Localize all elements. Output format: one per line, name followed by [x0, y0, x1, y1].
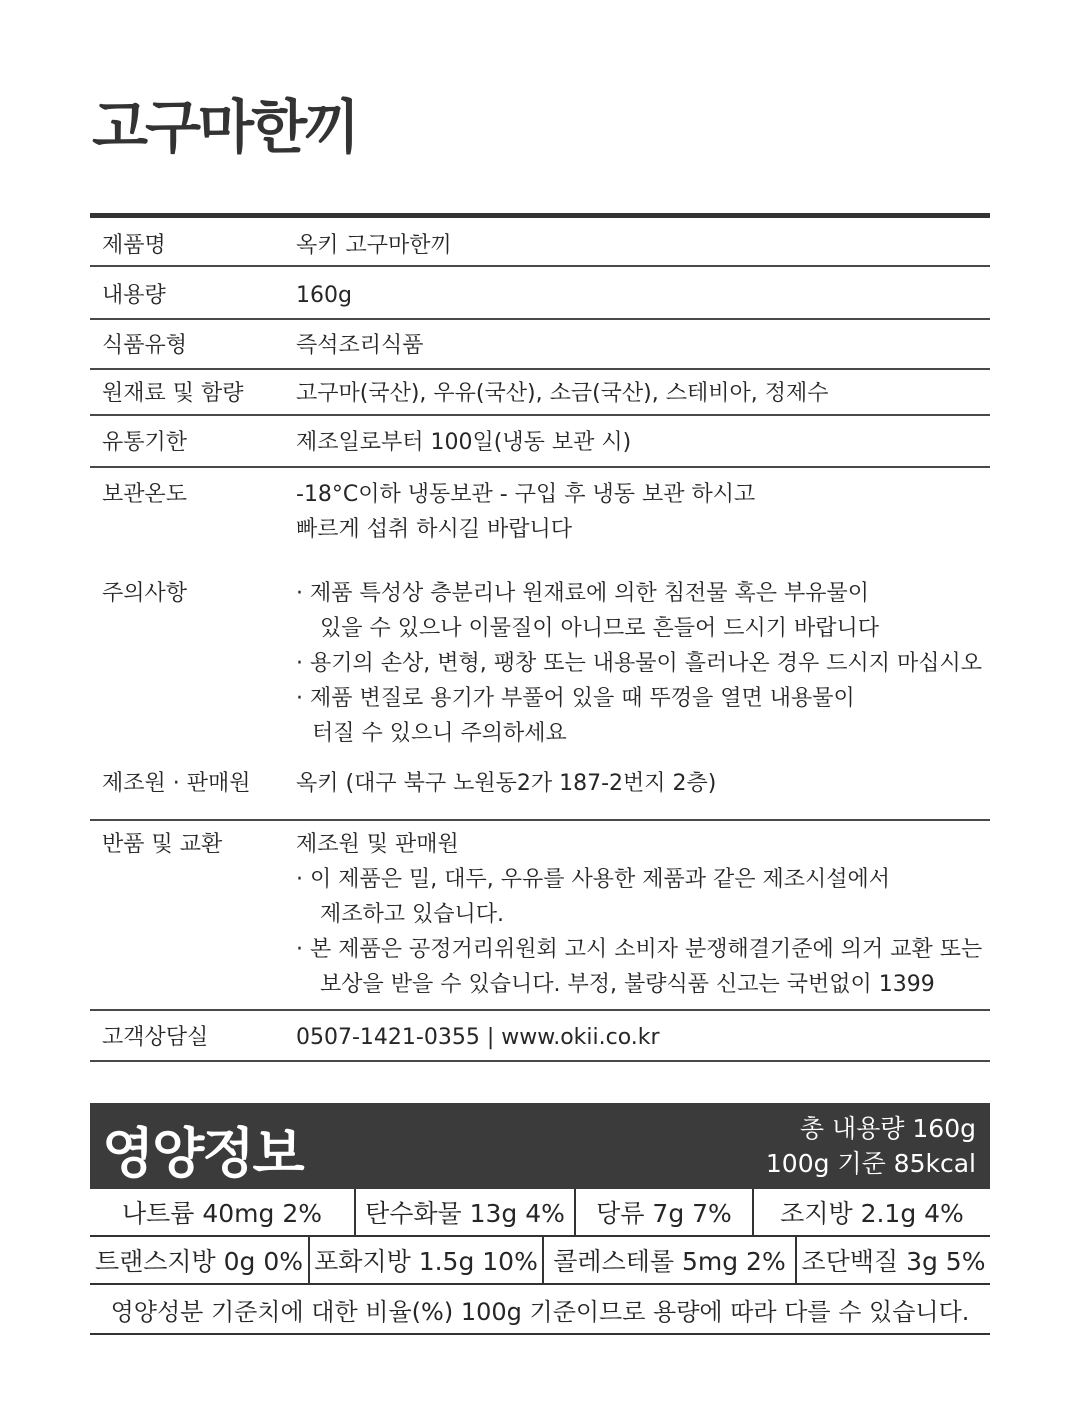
- info-row-food-type: [90, 320, 990, 370]
- info-value: 제조일로부터 100일(냉동 보관 시): [296, 430, 632, 455]
- info-value: 즉석조리식품: [296, 333, 424, 358]
- nutrition-summary: [766, 1111, 976, 1181]
- nutrition-cell-cholesterol: 콜레스테롤 5mg 2%: [544, 1237, 797, 1283]
- info-value: 0507-1421-0355 | www.okii.co.kr: [296, 1025, 660, 1050]
- nutrition-cell-protein: 조단백질 3g 5%: [801, 1247, 986, 1276]
- info-label: 내용량: [102, 283, 166, 308]
- info-label: 제품명: [102, 233, 166, 258]
- info-row-customer-service: [90, 1011, 990, 1062]
- page-title: 고구마한끼: [92, 93, 358, 161]
- info-label: 제조원 · 판매원: [102, 771, 251, 796]
- info-value: 옥키 고구마한끼: [296, 233, 452, 258]
- info-label: 원재료 및 함량: [102, 381, 244, 406]
- info-label: 주의사항: [102, 581, 188, 606]
- info-label: 보관온도: [102, 482, 188, 507]
- info-label: 고객상담실: [102, 1025, 209, 1050]
- nutrition-row: [90, 1237, 990, 1285]
- nutrition-cell-sugar: 당류 7g 7%: [576, 1189, 754, 1235]
- info-label: 반품 및 교환: [102, 832, 223, 857]
- info-row-volume: [90, 267, 990, 320]
- nutrition-cell-saturated-fat: 포화지방 1.5g 10%: [310, 1237, 544, 1283]
- nutrition-calories: 100g 기준 85kcal: [765, 1149, 976, 1178]
- info-row-caution: [90, 573, 990, 766]
- info-label: 식품유형: [102, 333, 188, 358]
- info-row-storage: [90, 468, 990, 573]
- info-label: 유통기한: [102, 430, 188, 455]
- info-value: -18°C이하 냉동보관 - 구입 후 냉동 보관 하시고 빠르게 섭취 하시길 바랍니다: [296, 482, 756, 542]
- nutrition-title: 영양정보: [102, 1122, 303, 1185]
- info-value: 고구마(국산), 우유(국산), 소금(국산), 스테비아, 정제수: [296, 381, 829, 406]
- nutrition-header: [90, 1103, 990, 1189]
- info-value: 160g: [296, 283, 352, 308]
- info-row-expiry: [90, 416, 990, 468]
- info-row-product-name: [90, 218, 990, 267]
- product-info-table: [90, 213, 990, 1062]
- info-row-returns: [90, 821, 990, 1011]
- nutrition-cell-fat: 조지방 2.1g 4%: [780, 1199, 964, 1228]
- info-value: 옥키 (대구 북구 노원동2가 187-2번지 2층): [296, 771, 717, 796]
- nutrition-footnote: 영양성분 기준치에 대한 비율(%) 100g 기준이므로 용량에 따라 다를 수 있습니다.: [90, 1285, 990, 1335]
- nutrition-facts: [90, 1103, 990, 1335]
- nutrition-row: [90, 1189, 990, 1237]
- info-row-ingredients: [90, 370, 990, 416]
- nutrition-cell-trans-fat: 트랜스지방 0g 0%: [90, 1237, 310, 1283]
- nutrition-cell-carbs: 탄수화물 13g 4%: [356, 1189, 576, 1235]
- nutrition-cell-sodium: 나트륨 40mg 2%: [90, 1189, 356, 1235]
- info-row-manufacturer: [90, 766, 990, 821]
- info-value: 제조원 및 판매원 · 이 제품은 밀, 대두, 우유를 사용한 제품과 같은 제조시설에서 제조하고 있습니다. · 본 제품은 공정거리위원회 고시 소비자 분쟁해결기준에 의거 교환 또는 보상을 받을 수 있습니다. 부정, 불량식품 신고는 국번없이 1399: [296, 832, 983, 997]
- nutrition-total: 총 내용량 160g: [799, 1114, 976, 1143]
- info-value: · 제품 특성상 층분리나 원재료에 의한 침전물 혹은 부유물이 있을 수 있으나 이물질이 아니므로 흔들어 드시기 바랍니다 · 용기의 손상, 변형, 팽창 또는 내용물이 흘러나온 경우 드시지 마십시오 · 제품 변질로 용기가 부풀어 있을 때 뚜껑을 열면 내용물이 터질 수 있으니 주의하세요: [296, 581, 982, 746]
